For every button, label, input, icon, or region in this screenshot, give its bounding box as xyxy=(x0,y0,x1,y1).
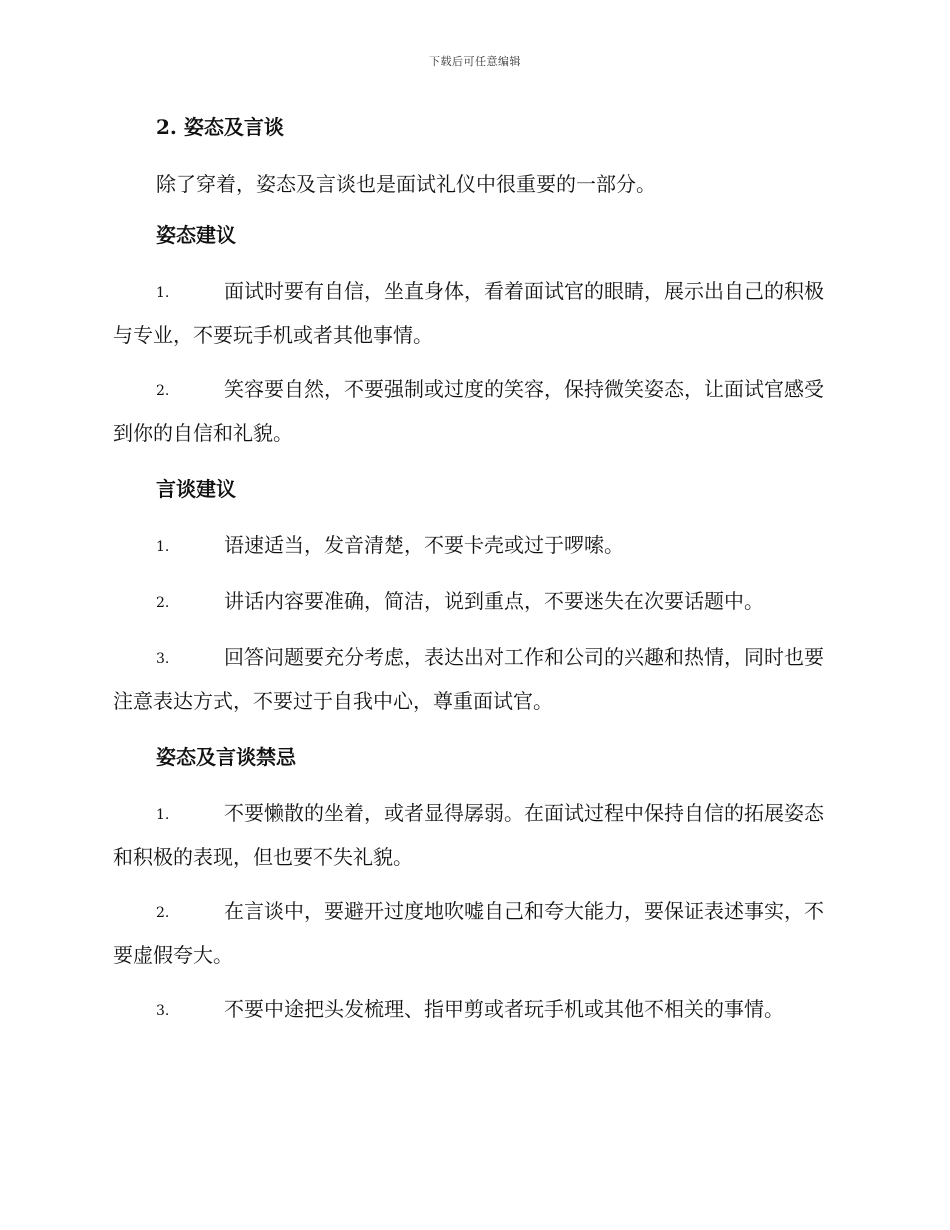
list-item xyxy=(113,792,838,878)
list-text: 在言谈中，要避开过度地吹嘘自己和夸大能力，要保证表述事实，不要虚假夸大。 xyxy=(113,899,824,967)
list-item xyxy=(113,524,838,568)
list-text: 面试时要有自信，坐直身体，看着面试官的眼睛，展示出自己的积极与专业，不要玩手机或者其他事情。 xyxy=(113,279,824,347)
speech-title: 言谈建议 xyxy=(156,477,236,501)
page-header: 下载后可任意编辑 xyxy=(429,55,521,68)
section-title: 2. 姿态及言谈 xyxy=(156,115,284,139)
list-item xyxy=(113,988,838,1032)
taboo-title: 姿态及言谈禁忌 xyxy=(156,745,296,769)
list-text: 回答问题要充分考虑，表达出对工作和公司的兴趣和热情，同时也要注意表达方式，不要过于自我中心，尊重面试官。 xyxy=(113,645,824,713)
list-item xyxy=(113,890,838,976)
list-text: 语速适当，发音清楚，不要卡壳或过于啰嗦。 xyxy=(224,533,624,557)
list-number: 3. xyxy=(156,1003,170,1019)
list-item xyxy=(113,636,838,722)
section-intro: 除了穿着，姿态及言谈也是面试礼仪中很重要的一部分。 xyxy=(156,172,656,196)
document-body xyxy=(113,112,838,1032)
list-text: 讲话内容要准确，简洁，说到重点，不要迷失在次要话题中。 xyxy=(224,589,764,613)
list-item xyxy=(113,368,838,454)
list-item xyxy=(113,270,838,356)
list-text: 不要懒散的坐着，或者显得孱弱。在面试过程中保持自信的拓展姿态和积极的表现，但也要不失礼貌。 xyxy=(113,801,824,869)
list-number: 1. xyxy=(156,539,170,555)
list-text: 笑容要自然，不要强制或过度的笑容，保持微笑姿态，让面试官感受到你的自信和礼貌。 xyxy=(113,377,824,445)
list-number: 3. xyxy=(156,651,170,667)
list-number: 2. xyxy=(156,383,170,399)
posture-title: 姿态建议 xyxy=(156,223,236,247)
list-item xyxy=(113,580,838,624)
list-number: 2. xyxy=(156,905,170,921)
list-number: 2. xyxy=(156,595,170,611)
list-text: 不要中途把头发梳理、指甲剪或者玩手机或其他不相关的事情。 xyxy=(224,997,784,1021)
list-number: 1. xyxy=(156,285,170,301)
list-number: 1. xyxy=(156,807,170,823)
